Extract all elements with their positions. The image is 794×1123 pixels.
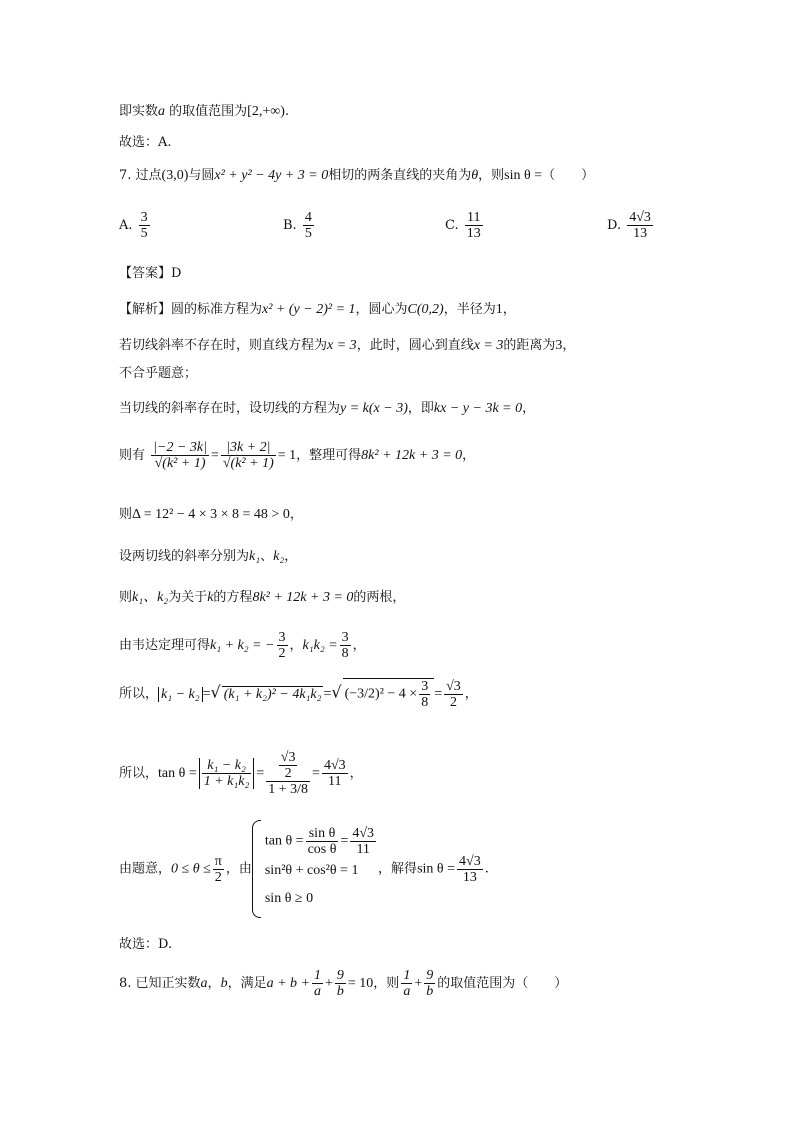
frac-num: 1 — [403, 968, 411, 983]
math-eq: 8k² + 12k + 3 = 0 — [361, 448, 463, 463]
text: 的方程 — [213, 590, 253, 605]
math-eq: a + b + — [266, 976, 310, 991]
text: ，圆心为 — [355, 302, 408, 317]
frac-den: 8 — [341, 646, 349, 661]
frac-den: 1 + 3/8 — [268, 782, 309, 797]
analysis-line-6 — [119, 507, 303, 523]
system-brace — [252, 820, 261, 918]
analysis-line-7 — [119, 549, 297, 565]
frac-den: 13 — [633, 226, 648, 241]
math-value: 3 — [555, 338, 563, 353]
frac-den: √(k² + 1) — [222, 456, 274, 471]
text: 圆的标准方程为 — [171, 302, 263, 317]
math-eq: = — [202, 686, 211, 702]
frac-num: |3k + 2| — [221, 440, 276, 456]
frac-num: 3 — [421, 679, 429, 694]
math-var: k₁、k₂ — [132, 590, 169, 605]
frac-den: 13 — [466, 226, 481, 241]
text: ， — [464, 686, 478, 702]
frac-num: 11 — [465, 210, 483, 226]
frac-den: 1 + k₁k₂ — [203, 774, 250, 789]
text: ，则 — [373, 976, 400, 991]
text: 所以， — [119, 686, 159, 702]
text: 与圆 — [188, 168, 215, 183]
text: . — [484, 861, 489, 877]
text: 即实数 — [119, 104, 159, 119]
text: 相切的两条直线的夹角为 — [328, 168, 472, 183]
analysis-line-2 — [119, 338, 575, 354]
analysis-line-1 — [119, 302, 516, 318]
text: 的距离为 — [503, 338, 556, 353]
text: 则 — [119, 590, 133, 605]
math-eq: 8k² + 12k + 3 = 0 — [252, 590, 354, 605]
text: ， — [352, 638, 366, 653]
math-discriminant: Δ = 12² − 4 × 3 × 8 = 48 > 0 — [132, 507, 290, 522]
math-eq: x = 3 — [473, 338, 504, 353]
text-line-choice-a — [119, 135, 172, 151]
math-abs: k₁ − k₂ — [158, 687, 203, 702]
math-sin: sin θ = — [504, 168, 543, 183]
math-eq: sin²θ + cos²θ = 1 — [264, 862, 359, 878]
math-eq: = — [323, 686, 332, 702]
text: ， — [207, 976, 221, 991]
equation-system — [265, 826, 378, 913]
analysis-line-8 — [119, 590, 405, 606]
text: ， — [289, 507, 303, 522]
text: ， — [522, 401, 536, 416]
math-eq: k₁k₂ = — [302, 638, 338, 653]
frac-num: 4√3 — [629, 210, 651, 225]
frac-den: b — [426, 984, 434, 999]
math-tan: tan θ = — [158, 766, 197, 781]
frac-den: 2 — [278, 646, 286, 661]
frac-num: 4√3 — [323, 758, 346, 773]
text: （ ） — [542, 168, 595, 183]
analysis-line-4 — [119, 401, 535, 417]
option-label: B. — [283, 218, 297, 233]
analysis-line-5 — [119, 440, 475, 471]
text: 的两根， — [353, 590, 406, 605]
math-eq: x² + (y − 2)² = 1 — [262, 302, 356, 317]
text: ， — [562, 338, 576, 353]
math-sin: sin θ = — [417, 861, 456, 877]
frac-num: 3 — [140, 210, 148, 225]
math-eq: = — [434, 686, 443, 702]
text: 设两切线的斜率分别为 — [119, 549, 250, 564]
analysis-tag: 【解析】 — [119, 302, 172, 317]
frac-num: π — [214, 853, 222, 869]
math-eq: k₁ + k₂ = − — [210, 638, 275, 653]
text: 的取值范围为（ ） — [437, 976, 568, 991]
frac-den: 2 — [284, 766, 292, 781]
frac-den: √(k² + 1) — [154, 456, 206, 471]
text: . — [284, 104, 289, 119]
frac-num: √3 — [280, 750, 296, 765]
frac-den: 11 — [328, 774, 342, 789]
text-line-range — [119, 104, 289, 120]
math-eq: x = 3 — [327, 338, 357, 353]
frac-num: 3 — [278, 630, 286, 645]
option-label: C. — [445, 218, 459, 233]
text: 不合乎题意； — [119, 366, 198, 381]
text: 、 — [260, 549, 274, 564]
math-var: a — [200, 976, 208, 991]
math-eq: tan θ = — [264, 833, 304, 849]
text: ，即 — [407, 401, 434, 416]
text: ，则 — [478, 168, 505, 183]
answer-line — [119, 266, 181, 282]
math-point: (3,0) — [161, 168, 189, 183]
frac-den: 8 — [421, 695, 429, 710]
text: 故选：D. — [119, 937, 173, 952]
math-var: k — [207, 590, 214, 605]
frac-num: 1 — [313, 968, 321, 983]
frac-den: cos θ — [307, 841, 337, 857]
frac-den: 2 — [214, 869, 222, 885]
text: ，此时，圆心到直线 — [356, 338, 474, 353]
option-b — [283, 210, 316, 241]
analysis-line-13 — [119, 937, 172, 953]
frac-den: 5 — [304, 226, 312, 241]
frac-den: b — [336, 984, 344, 999]
math-center: C(0,2) — [407, 302, 444, 317]
answer: 【答案】D — [119, 266, 182, 281]
math-eq: y = k(x − 3) — [340, 401, 408, 416]
frac-num: |−2 − 3k| — [153, 440, 207, 455]
analysis-line-10: 所以， k₁ − k₂ =√ (k₁ + k₂)² − 4k₁k₂ =√ (−3/2)² − 4 × $\frac{3}{8}$ = $\frac{√3}{2}$ ， — [119, 678, 478, 710]
text: ，半径为 — [443, 302, 496, 317]
math-var: b — [220, 976, 228, 991]
text: ，由 — [225, 861, 252, 877]
frac-num: k₁ − k₂ — [202, 758, 252, 774]
math-circle-eq: x² + y² − 4y + 3 = 0 — [214, 168, 329, 183]
frac-num: 4√3 — [459, 853, 481, 869]
text: 为关于 — [168, 590, 208, 605]
text: 若切线斜率不存在时，则直线方程为 — [119, 338, 328, 353]
analysis-line-3 — [119, 366, 197, 382]
math-var: k₁ — [249, 549, 261, 564]
question-7 — [119, 168, 594, 184]
option-label: D. — [607, 218, 622, 233]
frac-num: 4√3 — [352, 825, 375, 841]
text: ， — [349, 766, 363, 781]
text: ， — [289, 638, 303, 653]
frac-num: 4 — [304, 210, 312, 225]
math-eq: kx − y − 3k = 0 — [433, 401, 523, 416]
text: 由韦达定理可得 — [119, 638, 211, 653]
math-eq: = — [312, 766, 320, 781]
text: 故选：A. — [119, 135, 172, 150]
math-eq: = 10 — [347, 976, 374, 991]
frac-num: 9 — [426, 968, 434, 983]
option-d — [607, 210, 655, 241]
frac-num: sin θ — [306, 826, 339, 842]
frac-den: 13 — [462, 869, 477, 885]
math-theta: θ — [471, 168, 479, 183]
analysis-line-11 — [119, 750, 363, 797]
math-op: + — [414, 976, 423, 991]
text: 所以， — [119, 766, 159, 781]
math-eq: = 1 — [277, 448, 297, 463]
math-eq: sin θ ≥ 0 — [264, 890, 314, 906]
math-var: a — [158, 104, 166, 119]
option-c — [445, 210, 485, 241]
text: 由题意， — [119, 861, 172, 877]
frac-num: 3 — [341, 630, 349, 645]
text: 的取值范围为 — [165, 104, 248, 119]
frac-den: 2 — [449, 694, 457, 710]
math-eq: = — [340, 833, 349, 849]
option-a — [119, 210, 152, 241]
question-number: 8. 已知正实数 — [119, 976, 201, 991]
frac-num: √3 — [446, 678, 461, 694]
text: ，解得 — [378, 861, 418, 877]
frac-den: a — [313, 984, 321, 999]
text: ， — [502, 302, 516, 317]
frac-den: a — [403, 984, 411, 999]
math-range: 0 ≤ θ ≤ — [171, 861, 211, 877]
math-var: k₂ — [273, 549, 285, 564]
text: 则 — [119, 507, 133, 522]
text: ，满足 — [227, 976, 267, 991]
math-sqrt-body: (−3/2)² − 4 × — [344, 686, 418, 702]
frac-den: 5 — [140, 226, 148, 241]
question-number: 7. 过点 — [119, 168, 162, 183]
text: 当切线的斜率存在时，设切线的方程为 — [119, 401, 341, 416]
option-label: A. — [119, 218, 133, 233]
text: ， — [462, 448, 476, 463]
math-range: [2,+∞) — [247, 104, 285, 119]
text: ， — [284, 549, 298, 564]
math-eq: = — [256, 766, 265, 781]
math-op: + — [324, 976, 333, 991]
analysis-line-9 — [119, 630, 366, 661]
text: 则有 — [119, 448, 146, 463]
math-radius: 1 — [495, 302, 503, 317]
math-sqrt: (k₁ + k₂)² − 4k₁k₂ — [223, 686, 322, 702]
frac-den: 11 — [356, 841, 370, 857]
question-8 — [119, 968, 567, 999]
text: ，整理可得 — [296, 448, 362, 463]
analysis-line-12 — [119, 820, 489, 918]
frac-num: 9 — [336, 968, 344, 983]
math-eq: = — [210, 448, 219, 463]
